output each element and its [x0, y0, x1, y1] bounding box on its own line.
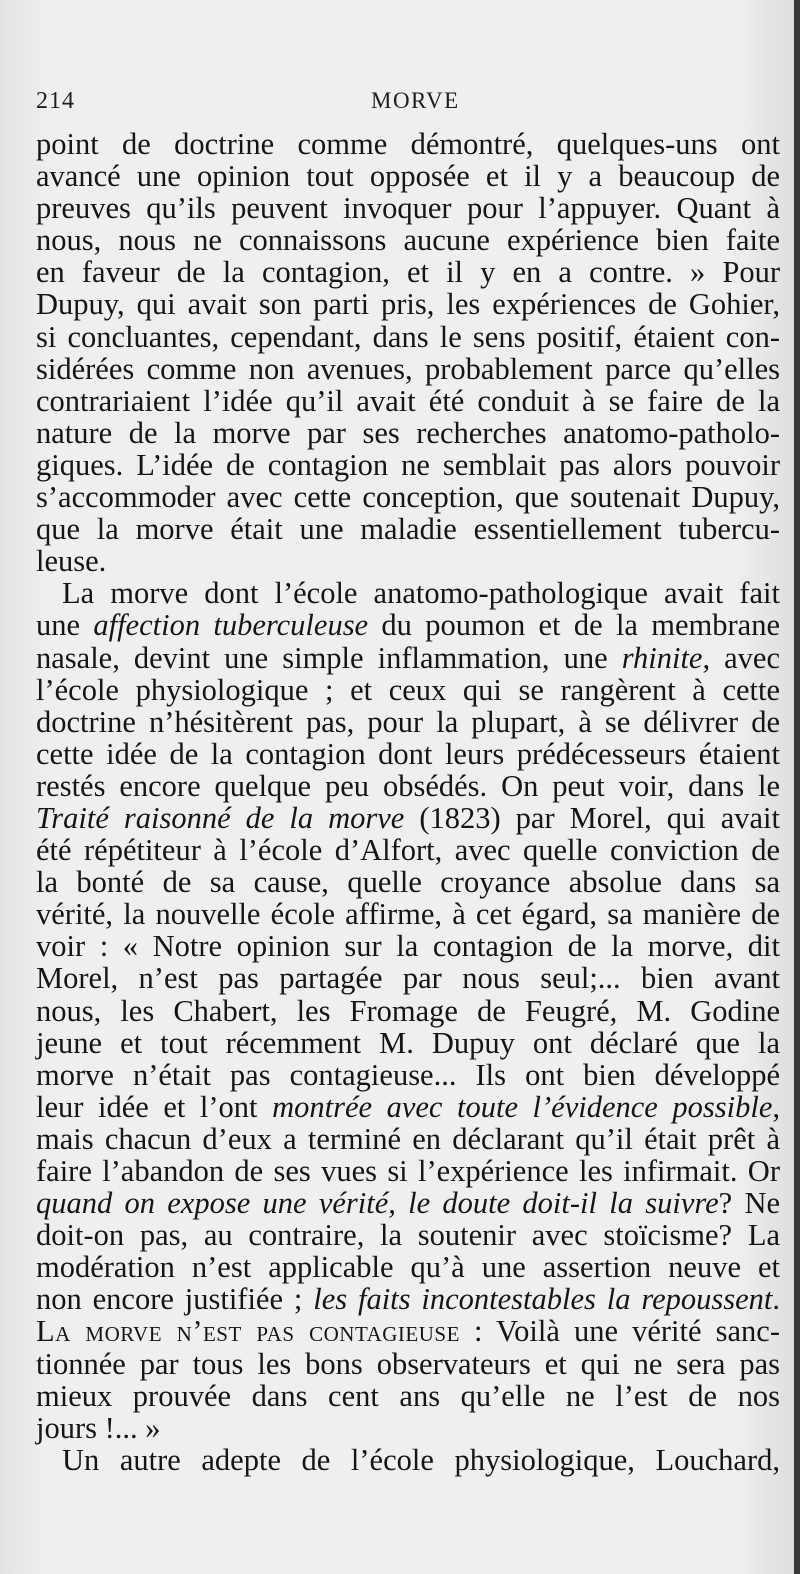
text-line: giques. L’idée de contagion ne semblait pas alors pouvoir: [36, 447, 780, 482]
text-line: [36, 609, 780, 641]
text-line: mieux prouvée dans cent ans qu’elle ne l’est de nos: [36, 1378, 780, 1413]
italic-text: Traité raisonné de la morve: [36, 800, 405, 835]
page-header: [36, 88, 776, 124]
text-line: Un autre adepte de l’école physiologique, Louchard,: [62, 1442, 780, 1477]
text-line: Morel, n’est pas partagée par nous seul;... bien avant: [36, 961, 780, 996]
italic-text: les faits incontestables la repoussent: [313, 1282, 773, 1317]
text-line: voir : « Notre opinion sur la contagion de la morve, dit: [36, 929, 780, 964]
text-line: cette idée de la contagion dont leurs prédécesseurs étaient: [36, 736, 780, 771]
text-line: jours !... »: [36, 1410, 161, 1445]
text-line: avancé une opinion tout opposée et il y a beaucoup de: [36, 159, 780, 194]
text-line: mais chacun d’eux a terminé en déclarant qu’il était prêt à: [36, 1121, 780, 1156]
text-line: point de doctrine comme démontré, quelques-uns ont: [36, 127, 780, 161]
small-caps-text: La morve n’est pas contagieuse: [36, 1314, 460, 1349]
text-line: nature de la morve par ses recherches anatomo-patholo-: [36, 415, 780, 450]
text-line: tionnée par tous les bons observateurs et qui ne sera pas: [36, 1346, 780, 1381]
text-line: faire l’abandon de ses vues si l’expérience les infirmait. Or: [36, 1154, 780, 1188]
text-line: contrariaient l’idée qu’il avait été conduit à se faire de la: [36, 383, 780, 418]
text-segment: ? Ne: [718, 1186, 781, 1221]
text-line: si concluantes, cependant, dans le sens positif, étaient con-: [36, 319, 780, 354]
text-line: [36, 1315, 780, 1347]
text-line: s’accommoder avec cette conception, que soutenait Dupuy,: [36, 480, 780, 515]
text-line: en faveur de la contagion, et il y en a contre. » Pour: [36, 255, 780, 290]
text-line: Dupuy, qui avait son parti pris, les expériences de Gohier,: [36, 287, 780, 322]
text-line: [36, 1187, 780, 1219]
text-line: été répétiteur à l’école d’Alfort, avec quelle conviction de: [36, 833, 780, 868]
text-line: restés encore quelque peu obsédés. On peut voir, dans le: [36, 768, 780, 803]
text-line: [36, 802, 780, 834]
text-segment: , avec: [702, 640, 780, 675]
text-line: la bonté de sa cause, quelle croyance absolue dans sa: [36, 865, 780, 900]
text-segment: nasale, devint une simple inflammation, une: [36, 640, 622, 675]
page-number: 214: [36, 88, 75, 114]
text-line: nous, nous ne connaissons aucune expérience bien faite: [36, 223, 780, 258]
text-line: La morve dont l’école anatomo-pathologique avait fait: [62, 576, 780, 611]
text-line: [36, 1091, 780, 1123]
text-segment: du poumon et de la membrane: [368, 608, 780, 643]
text-line: leuse.: [36, 544, 107, 579]
text-segment: leur idée et l’ont: [36, 1089, 273, 1124]
text-segment: : Voilà une vérité sanc-: [459, 1314, 780, 1349]
text-segment: une: [36, 608, 94, 643]
running-title: MORVE: [371, 88, 460, 113]
text-line: doctrine n’hésitèrent pas, pour la plupart, à se délivrer de: [36, 704, 780, 739]
italic-text: quand on expose une vérité, le doute doit-il la suivre: [36, 1186, 719, 1221]
text-segment: (1823) par Morel, qui avait: [404, 800, 780, 835]
italic-text: affection tuberculeuse: [93, 608, 369, 643]
italic-text: montrée avec toute l’évidence possible: [272, 1089, 773, 1124]
text-line: jeune et tout récemment M. Dupuy ont déclaré que la: [36, 1025, 780, 1060]
text-line: [36, 1283, 780, 1315]
body-text: [36, 128, 780, 1476]
text-line: modération n’est applicable qu’à une assertion neuve et: [36, 1250, 780, 1285]
text-line: preuves qu’ils peuvent invoquer pour l’appuyer. Quant à: [36, 191, 780, 226]
page-edge: [794, 0, 800, 1574]
text-line: doit-on pas, au contraire, la soutenir avec stoïcisme? La: [36, 1218, 780, 1253]
italic-text: rhinite: [621, 640, 703, 675]
text-line: que la morve était une maladie essentiellement tubercu-: [36, 512, 780, 547]
text-segment: ,: [772, 1089, 780, 1124]
text-line: nous, les Chabert, les Fromage de Feugré, M. Godine: [36, 993, 780, 1028]
text-segment: .: [772, 1282, 780, 1317]
text-line: morve n’était pas contagieuse... Ils ont bien développé: [36, 1057, 780, 1092]
text-line: [36, 642, 780, 674]
text-segment: non encore justifiée ;: [36, 1282, 314, 1317]
text-line: l’école physiologique ; et ceux qui se rangèrent à cette: [36, 672, 780, 707]
text-line: vérité, la nouvelle école affirme, à cet égard, sa manière de: [36, 897, 780, 932]
text-line: sidérées comme non avenues, probablement parce qu’elles: [36, 351, 780, 386]
